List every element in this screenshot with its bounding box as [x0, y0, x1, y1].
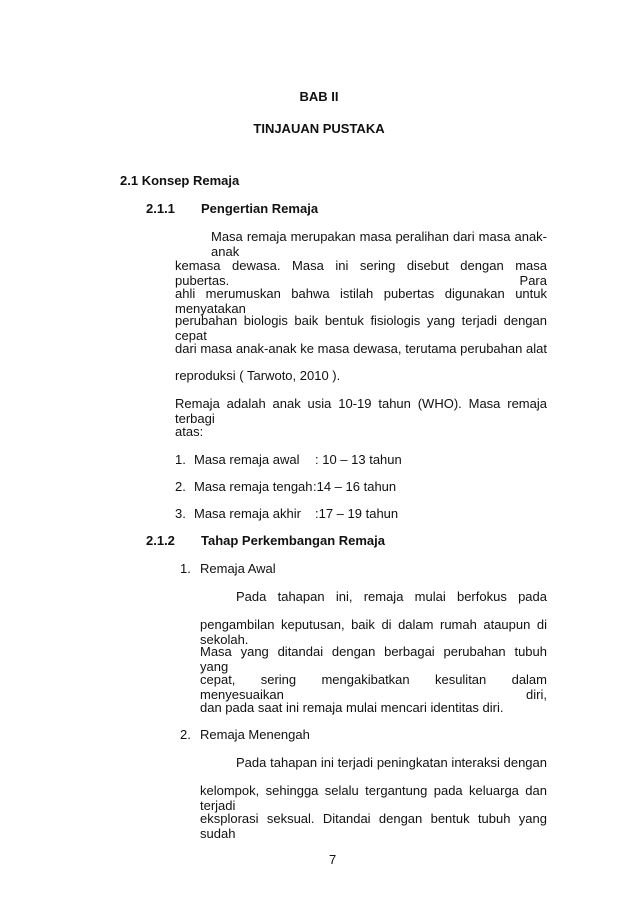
subsection-number: 2.1.2 — [146, 533, 175, 548]
stage-number: 1. — [180, 561, 191, 576]
section-title: Konsep Remaja — [141, 173, 240, 188]
paragraph-line: reproduksi ( Tarwoto, 2010 ). — [175, 368, 341, 383]
paragraph-line: kemasa dewasa. Masa ini sering disebut dengan masa pubertas. Para — [175, 258, 547, 288]
list-label: Masa remaja akhir — [194, 506, 301, 521]
paragraph-line: pengambilan keputusan, baik di dalam rumah ataupun di sekolah. — [200, 617, 547, 647]
paragraph-line: perubahan biologis baik bentuk fisiologis yang terjadi dengan cepat — [175, 313, 547, 343]
subsection-title: Pengertian Remaja — [201, 201, 319, 216]
section-heading — [120, 173, 239, 188]
subsection-title: Tahap Perkembangan Remaja — [201, 533, 385, 548]
paragraph-line: Pada tahapan ini, remaja mulai berfokus pada — [236, 589, 547, 604]
subsection-number: 2.1.1 — [146, 201, 175, 216]
list-number: 3. — [175, 506, 186, 521]
list-label: Masa remaja awal — [194, 452, 300, 467]
stage-number: 2. — [180, 727, 191, 742]
paragraph-line: eksplorasi seksual. Ditandai dengan bentuk tubuh yang sudah — [200, 811, 547, 841]
list-value: : 10 – 13 tahun — [315, 452, 402, 467]
stage-title: Remaja Menengah — [200, 727, 310, 742]
paragraph-line: Masa yang ditandai dengan berbagai perubahan tubuh yang — [200, 644, 547, 674]
paragraph-line: atas: — [175, 424, 204, 439]
list-item — [175, 506, 186, 521]
list-label: Masa remaja tengah — [194, 479, 313, 494]
paragraph-line: cepat, sering mengakibatkan kesulitan dalam menyesuaikan diri, — [200, 672, 547, 702]
list-value: :14 – 16 tahun — [313, 479, 397, 494]
paragraph-line: dari masa anak-anak ke masa dewasa, terutama perubahan alat — [175, 341, 547, 356]
paragraph-line: kelompok, sehingga selalu tergantung pada keluarga dan terjadi — [200, 783, 547, 813]
section-number: 2.1 — [120, 173, 139, 188]
list-item — [175, 479, 186, 494]
paragraph-line: Pada tahapan ini terjadi peningkatan interaksi dengan — [236, 755, 547, 770]
paragraph-line: dan pada saat ini remaja mulai mencari identitas diri. — [200, 700, 504, 715]
paragraph-line: ahli merumuskan bahwa istilah pubertas digunakan untuk menyatakan — [175, 286, 547, 316]
list-number: 1. — [175, 452, 186, 467]
list-item — [175, 452, 186, 467]
stage-title: Remaja Awal — [200, 561, 276, 576]
chapter-title: TINJAUAN PUSTAKA — [253, 121, 385, 136]
paragraph-line: Remaja adalah anak usia 10-19 tahun (WHO). Masa remaja terbagi — [175, 396, 547, 426]
page-number: 7 — [329, 852, 337, 867]
chapter-number: BAB II — [299, 89, 339, 104]
paragraph-line: Masa remaja merupakan masa peralihan dari masa anak-anak — [211, 229, 547, 259]
list-value: :17 – 19 tahun — [315, 506, 399, 521]
list-number: 2. — [175, 479, 186, 494]
